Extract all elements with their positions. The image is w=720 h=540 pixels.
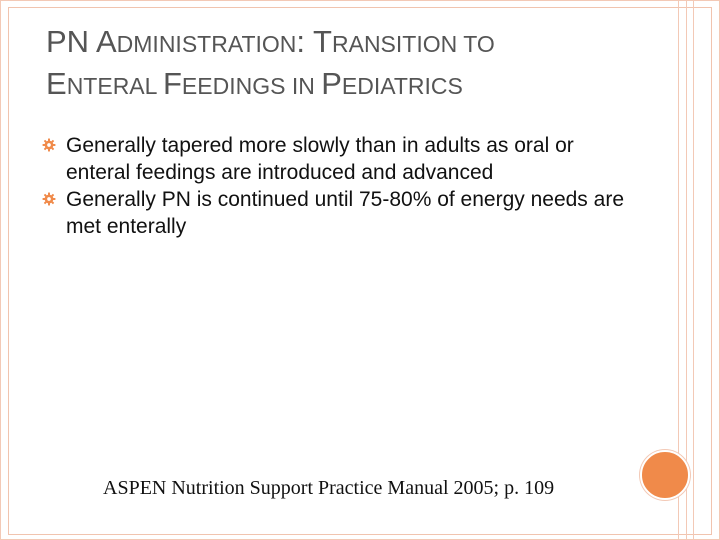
gear-icon bbox=[42, 138, 56, 152]
decorative-line bbox=[693, 0, 694, 540]
orange-circle-decoration bbox=[640, 450, 690, 500]
citation: ASPEN Nutrition Support Practice Manual 2005; p. 109 bbox=[103, 477, 555, 499]
bullet-item bbox=[42, 132, 642, 186]
title-text: RANSITION TO bbox=[332, 31, 495, 57]
title-line-2 bbox=[46, 64, 646, 106]
title-text: EEDINGS IN bbox=[181, 73, 322, 99]
gear-icon bbox=[42, 192, 56, 206]
title-text: F bbox=[162, 66, 182, 101]
title-text: EDIATRICS bbox=[341, 73, 463, 99]
bullet-list bbox=[42, 132, 642, 240]
title-line-1 bbox=[46, 22, 646, 64]
title-text: : T bbox=[296, 24, 332, 59]
title-text: E bbox=[46, 66, 67, 101]
title-text: NTERAL bbox=[66, 73, 163, 99]
title-text: DMINISTRATION bbox=[116, 31, 297, 57]
bullet-text: Generally PN is continued until 75-80% of energy needs are met enterally bbox=[66, 188, 624, 238]
decorative-line bbox=[686, 0, 687, 540]
title-text: PN A bbox=[46, 24, 117, 59]
slide-title bbox=[46, 22, 646, 106]
title-text: P bbox=[321, 66, 342, 101]
bullet-item bbox=[42, 186, 642, 240]
bullet-text: Generally tapered more slowly than in adults as oral or enteral feedings are introduced and advanced bbox=[66, 134, 574, 184]
